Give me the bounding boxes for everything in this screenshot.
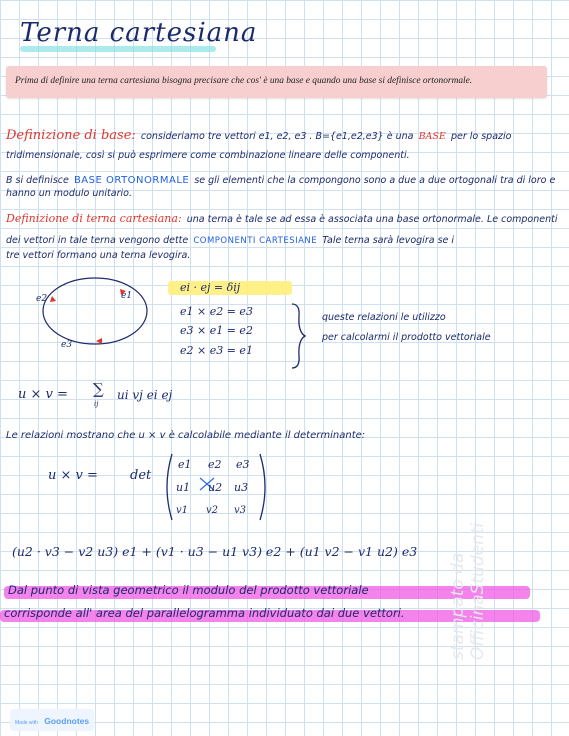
arrow-e2 bbox=[50, 296, 56, 302]
base-def-text2: tridimensionale, così si può esprimere come combinazione lineare delle componenti. bbox=[6, 150, 410, 161]
det-cell-v3: v3 bbox=[234, 505, 247, 516]
goodnotes-badge bbox=[10, 709, 94, 731]
watermark: stampato da OfficinaStudenti bbox=[448, 522, 488, 660]
terna-definition-line2 bbox=[6, 228, 454, 247]
sum-formula-lhs: u × v = bbox=[18, 387, 68, 402]
relation-delta: ei · ej = δij bbox=[180, 281, 241, 294]
curly-brace bbox=[289, 302, 307, 370]
components-word: COMPONENTI CARTESIANE bbox=[193, 236, 318, 246]
relation-row-3: e2 × e3 = e1 bbox=[180, 344, 253, 357]
det-lhs: u × v = bbox=[48, 468, 98, 483]
terna-def-text3: tre vettori formano una terna levogira. bbox=[6, 250, 191, 261]
basis-circle bbox=[43, 278, 147, 344]
base-def-text1-end: per lo spazio bbox=[450, 131, 512, 142]
intro-text: Prima di definire una terna cartesiana bisogna precisare che cos' è una base e quando una base si definisce ortonormale. bbox=[15, 76, 473, 86]
basis-circle-diagram bbox=[30, 276, 150, 356]
det-cell-e3: e3 bbox=[236, 458, 250, 471]
terna-def-label: Definizione di terna cartesiana: bbox=[6, 212, 182, 225]
intro-box bbox=[6, 66, 547, 98]
det-cell-e1: e1 bbox=[178, 458, 192, 471]
det-cell-v1: v1 bbox=[176, 505, 189, 516]
base-word: BASE bbox=[418, 131, 446, 142]
goodnotes-brand: Goodnotes bbox=[44, 716, 90, 726]
det-cell-u2: u2 bbox=[208, 481, 223, 494]
terna-def-text1: una terna è tale se ad essa è associata una base ortonormale. Le componenti bbox=[186, 214, 558, 225]
terna-def-text2a: dei vettori in tale terna vengono dette bbox=[6, 235, 189, 246]
conclusion-line-2: corrisponde all' area del parallelogramma individuato dai due vettori. bbox=[4, 606, 405, 620]
det-cell-u3: u3 bbox=[234, 481, 249, 494]
terna-def-text2b: Tale terna sarà levogira se i bbox=[322, 235, 455, 246]
diagram-label-e1: e1 bbox=[121, 291, 133, 301]
base-def-text4: hanno un modulo unitario. bbox=[6, 188, 132, 199]
terna-definition-line1 bbox=[6, 207, 558, 226]
sum-symbol: ∑ bbox=[93, 380, 104, 398]
page-title: Terna cartesiana bbox=[20, 18, 258, 48]
relations-note-1: queste relazioni le utilizzo bbox=[322, 312, 446, 323]
arrow-e3 bbox=[96, 338, 102, 344]
sum-formula-rhs: ui vj ei ej bbox=[117, 388, 173, 402]
conclusion-line-1: Dal punto di vista geometrico il modulo del prodotto vettoriale bbox=[8, 583, 369, 597]
diagram-label-e2: e2 bbox=[36, 294, 48, 304]
cross-product-expansion: (u2 · v3 − v2 u3) e1 + (v1 · u3 − u1 v3) e2 + (u1 v2 − v1 u2) e3 bbox=[12, 544, 418, 559]
base-definition-line3 bbox=[6, 168, 555, 187]
determinant-text: Le relazioni mostrano che u × v è calcolabile mediante il determinante: bbox=[6, 430, 366, 441]
base-def-text3a: B si definisce bbox=[6, 175, 69, 186]
det-word: det bbox=[130, 468, 152, 483]
base-def-text1: consideriamo tre vettori e1, e2, e3 . B={e1,e2,e3} è una bbox=[140, 131, 414, 142]
relation-row-2: e3 × e1 = e2 bbox=[180, 324, 253, 337]
det-cell-e2: e2 bbox=[208, 458, 222, 471]
diagram-label-e3: e3 bbox=[61, 340, 73, 350]
base-def-text3b: se gli elementi che la compongono sono a due a due ortogonali tra di loro e bbox=[194, 175, 556, 186]
sum-subscript: ij bbox=[94, 400, 99, 408]
base-definition-line1 bbox=[6, 124, 511, 143]
det-cell-v2: v2 bbox=[206, 505, 219, 516]
base-def-label: Definizione di base: bbox=[6, 128, 136, 143]
relation-row-1: e1 × e2 = e3 bbox=[180, 305, 253, 318]
det-cell-u1: u1 bbox=[176, 481, 191, 494]
ortho-base-word: BASE ORTONORMALE bbox=[73, 175, 190, 186]
relations-note-2: per calcolarmi il prodotto vettoriale bbox=[322, 332, 491, 343]
made-with-text: Made with bbox=[15, 720, 38, 726]
